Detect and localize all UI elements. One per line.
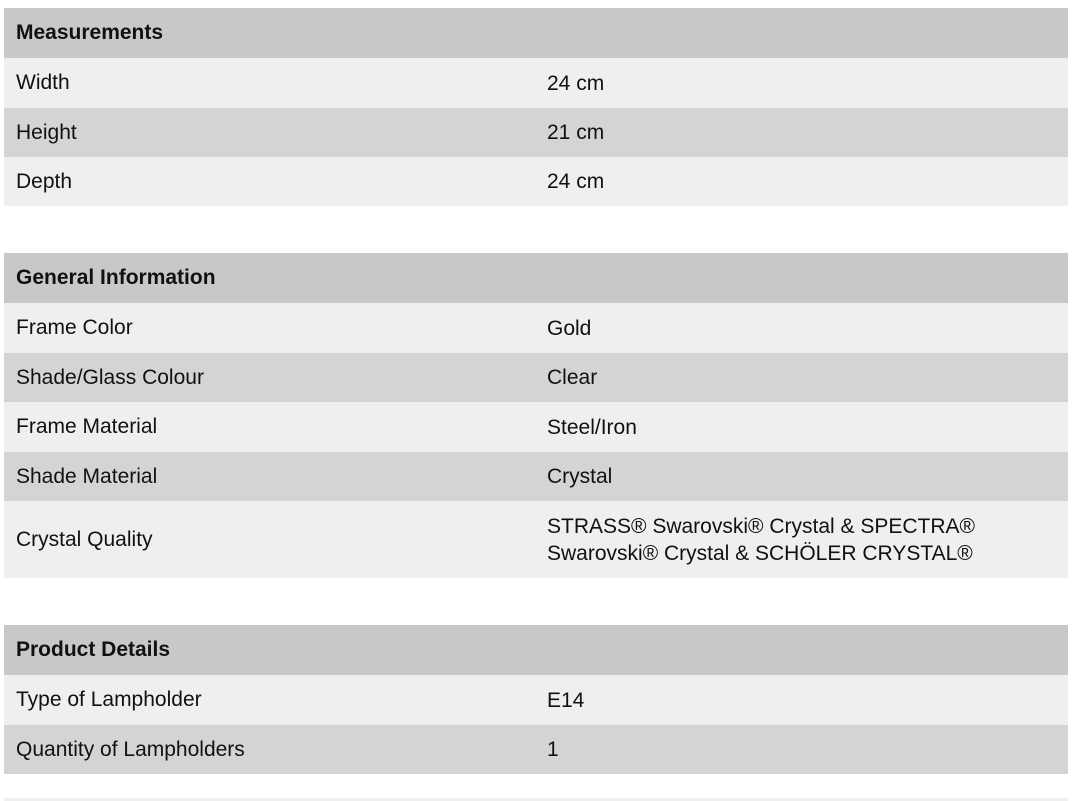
table-row bbox=[4, 353, 1068, 402]
table-row bbox=[4, 501, 1068, 578]
row-value: 24 cm bbox=[547, 71, 605, 95]
row-value bbox=[535, 513, 1068, 567]
section-heading: Product Details bbox=[4, 625, 1068, 675]
row-value: Steel/Iron bbox=[547, 415, 637, 439]
table-row bbox=[4, 402, 1068, 452]
table-row bbox=[4, 157, 1068, 206]
row-label: Crystal Quality bbox=[16, 527, 153, 551]
row-value: Gold bbox=[547, 316, 592, 340]
table-row bbox=[4, 108, 1068, 157]
section-heading: Measurements bbox=[4, 8, 1068, 58]
table-row bbox=[4, 452, 1068, 501]
value-line: Swarovski® Crystal & SCHÖLER CRYSTAL® bbox=[547, 541, 973, 565]
section-heading: General Information bbox=[4, 253, 1068, 303]
row-value: Clear bbox=[547, 366, 598, 389]
product-details-table bbox=[4, 625, 1068, 774]
row-value: Crystal bbox=[547, 465, 613, 488]
row-value: E14 bbox=[547, 688, 585, 712]
row-label: Type of Lampholder bbox=[16, 688, 202, 711]
value-line: STRASS® Swarovski® Crystal & SPECTRA® bbox=[547, 514, 975, 538]
general-information-table bbox=[4, 253, 1068, 578]
row-label: Quantity of Lampholders bbox=[16, 737, 245, 761]
row-value: 24 cm bbox=[547, 170, 605, 193]
table-row bbox=[4, 725, 1068, 774]
table-row bbox=[4, 58, 1068, 108]
row-label: Frame Color bbox=[16, 316, 133, 339]
row-label: Height bbox=[16, 120, 77, 144]
table-row bbox=[4, 303, 1068, 353]
row-value: 21 cm bbox=[547, 121, 605, 144]
row-label: Width bbox=[16, 71, 70, 94]
row-label: Shade Material bbox=[16, 464, 158, 488]
table-row bbox=[4, 675, 1068, 725]
row-label: Frame Material bbox=[16, 415, 158, 438]
row-label: Depth bbox=[16, 169, 73, 193]
row-label: Shade/Glass Colour bbox=[16, 365, 204, 389]
row-value: 1 bbox=[547, 738, 559, 761]
measurements-table bbox=[4, 8, 1068, 206]
